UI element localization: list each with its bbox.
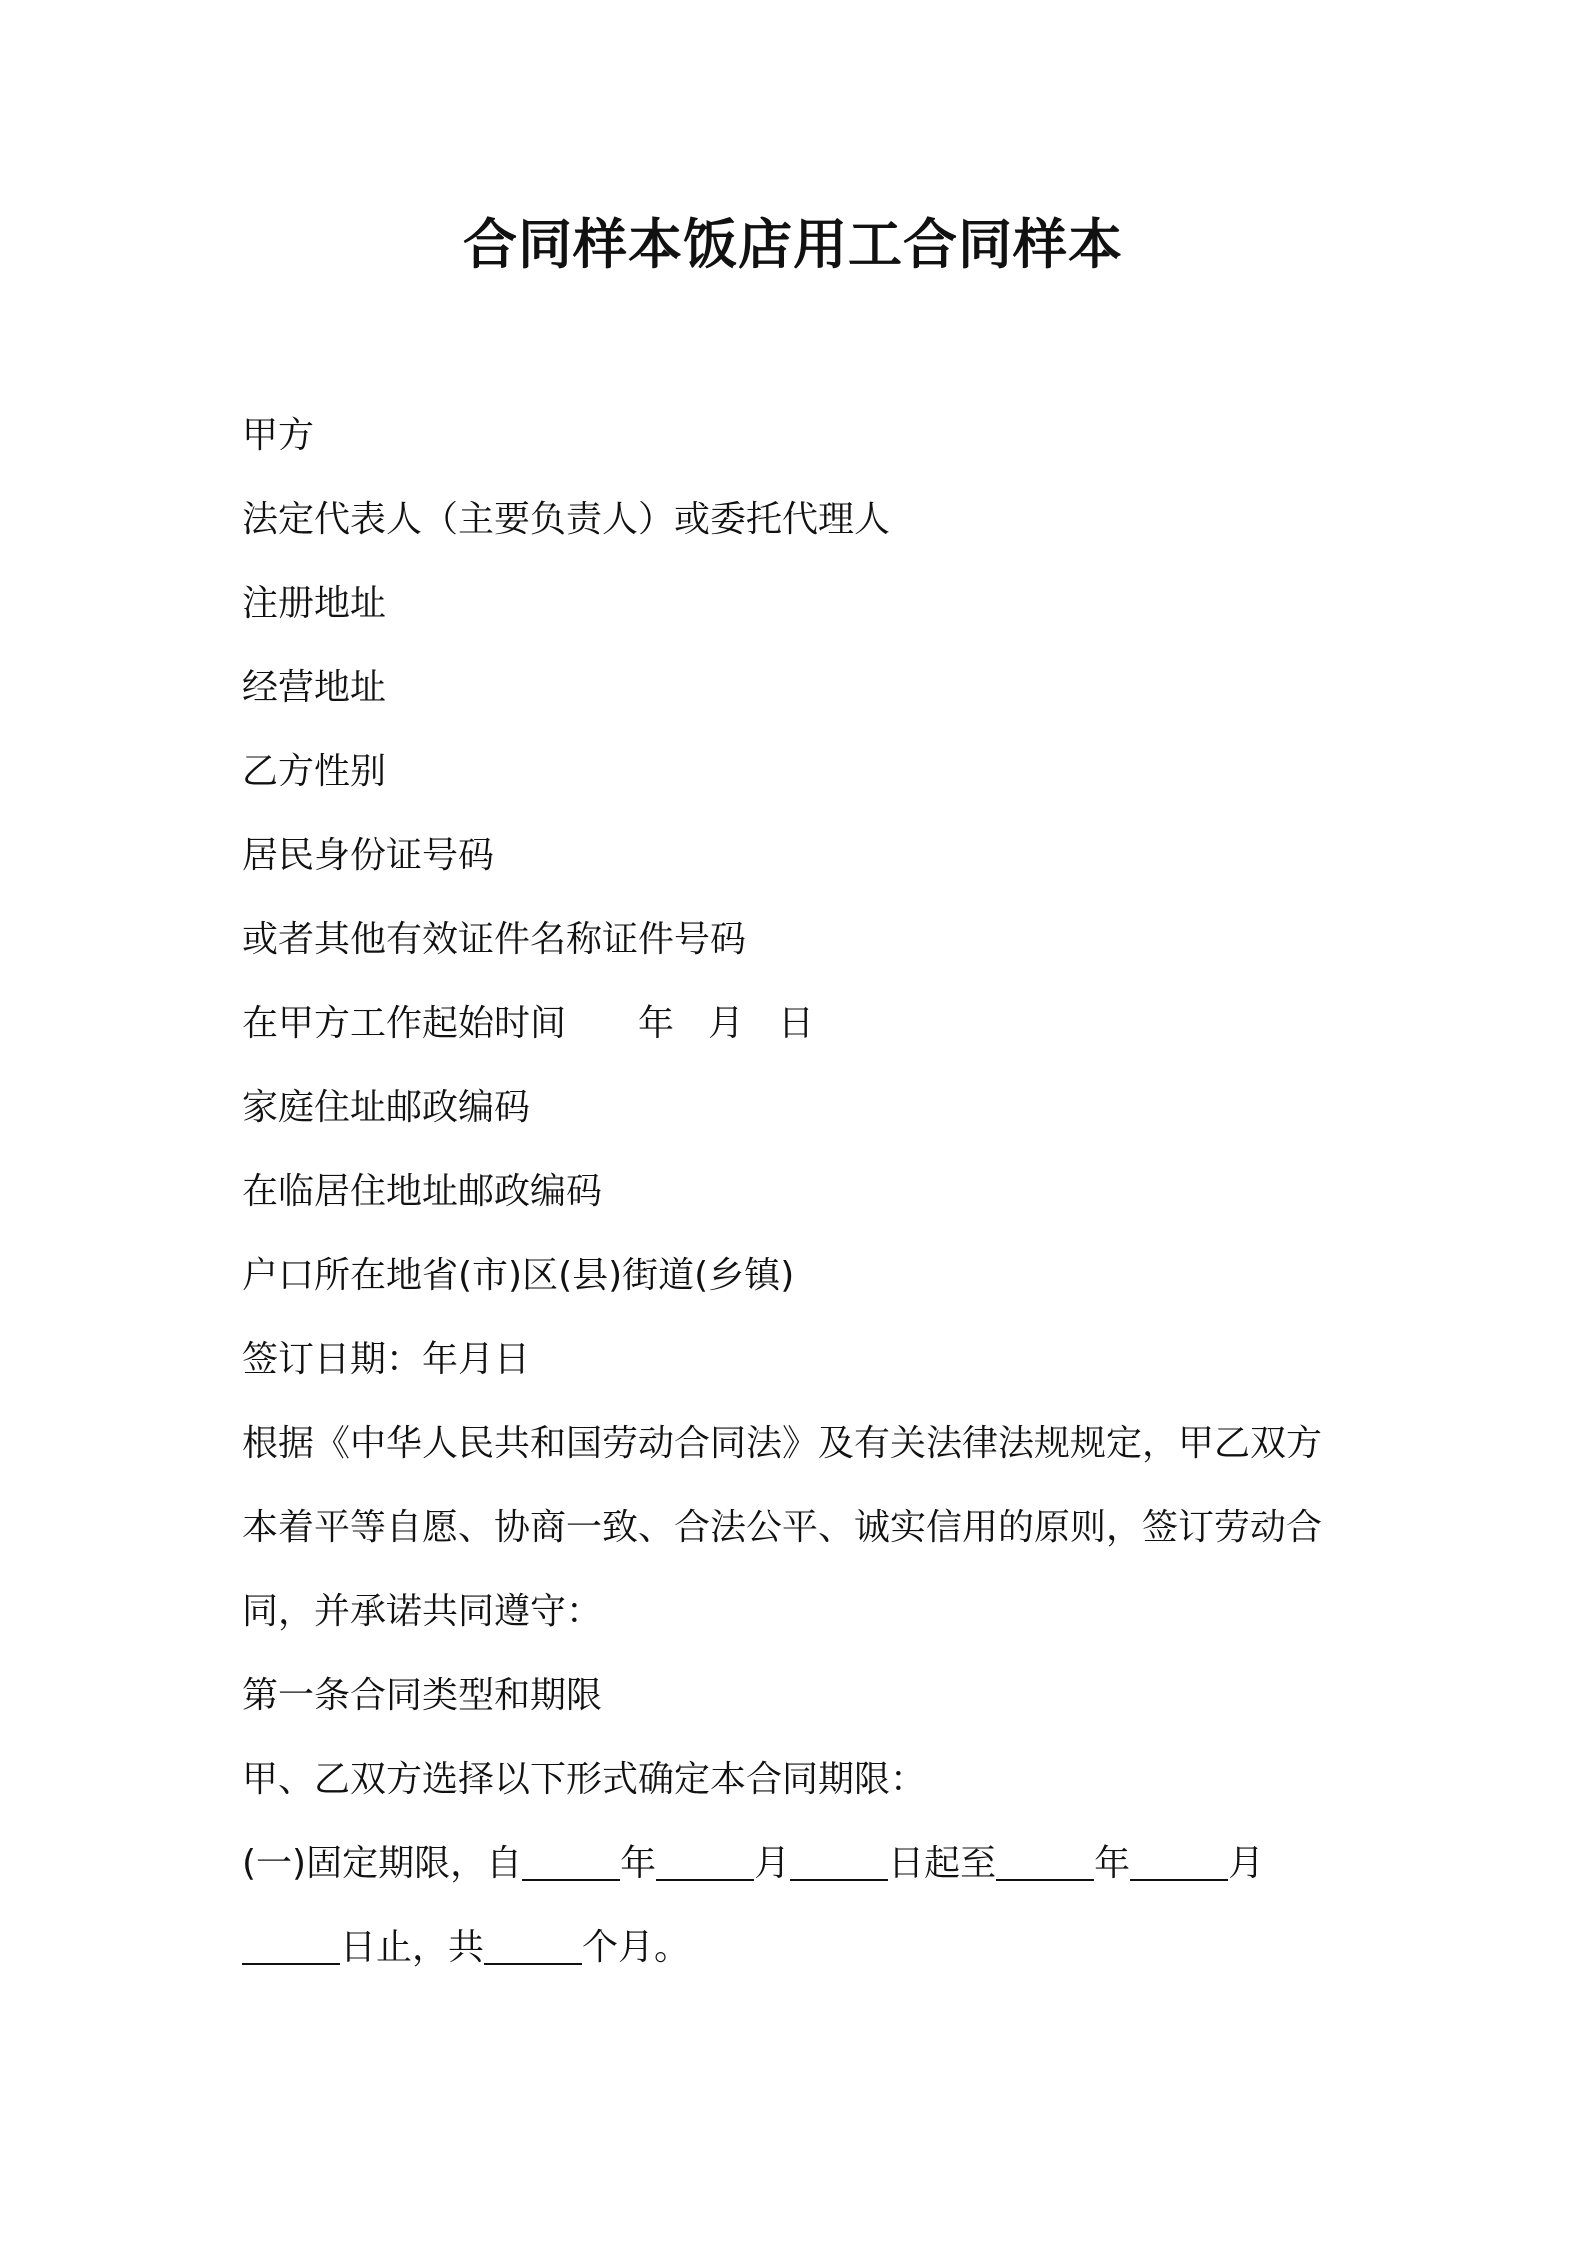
biz-address-line: 经营地址 <box>242 667 387 708</box>
reg-address-line: 注册地址 <box>242 583 387 624</box>
hukou-line: 户口所在地省(市)区(县)街道(乡镇) <box>242 1255 795 1296</box>
blank-total-months[interactable] <box>484 1923 582 1965</box>
blank-end-month[interactable] <box>1130 1839 1228 1881</box>
paragraph-line-2: 本着平等自愿、协商一致、合法公平、诚实信用的原则，签订劳动合 <box>242 1507 1323 1548</box>
fixed-term-prefix: (一)固定期限，自 <box>242 1843 523 1884</box>
sign-date-line: 签订日期：年月日 <box>242 1339 531 1380</box>
document-body <box>242 408 1372 2004</box>
blank-end-day[interactable] <box>242 1923 340 1965</box>
fixed-term-month-label-2: 月 <box>1228 1843 1265 1884</box>
legal-rep-line: 法定代表人（主要负责人）或委托代理人 <box>242 499 891 540</box>
fixed-term-months-unit: 个月。 <box>582 1927 691 1968</box>
paragraph-line-1: 根据《中华人民共和国劳动合同法》及有关法律法规规定，甲乙双方 <box>242 1423 1323 1464</box>
fixed-term-year-label: 年 <box>620 1843 657 1884</box>
fixed-term-line-2 <box>242 1920 1372 2004</box>
fixed-term-start-day-label: 日起至 <box>888 1843 997 1884</box>
temp-address-line: 在临居住地址邮政编码 <box>242 1171 603 1212</box>
blank-start-month[interactable] <box>656 1839 754 1881</box>
fixed-term-year-label-2: 年 <box>1094 1843 1131 1884</box>
blank-end-year[interactable] <box>996 1839 1094 1881</box>
start-time-label: 在甲方工作起始时间 <box>242 1003 567 1044</box>
fixed-term-line <box>242 1836 1372 1920</box>
start-time-line <box>242 996 1372 1080</box>
other-id-line: 或者其他有效证件名称证件号码 <box>242 919 747 960</box>
blank-start-day[interactable] <box>790 1839 888 1881</box>
id-number-line: 居民身份证号码 <box>242 835 495 876</box>
home-address-line: 家庭住址邮政编码 <box>242 1087 531 1128</box>
document-title: 合同样本饭店用工合同样本 <box>463 213 1123 276</box>
fixed-term-end-label: 日止，共 <box>340 1927 485 1968</box>
fixed-term-month-label: 月 <box>754 1843 791 1884</box>
start-year: 年 <box>638 1003 675 1044</box>
article-1-intro: 甲、乙双方选择以下形式确定本合同期限： <box>242 1759 927 1800</box>
blank-start-year[interactable] <box>522 1839 620 1881</box>
party-b-gender-line: 乙方性别 <box>242 751 387 792</box>
paragraph-line-3: 同，并承诺共同遵守： <box>242 1591 603 1632</box>
article-1-heading: 第一条合同类型和期限 <box>242 1675 603 1716</box>
start-day: 日 <box>778 1003 815 1044</box>
start-month: 月 <box>708 1003 745 1044</box>
party-a-line: 甲方 <box>242 415 315 456</box>
